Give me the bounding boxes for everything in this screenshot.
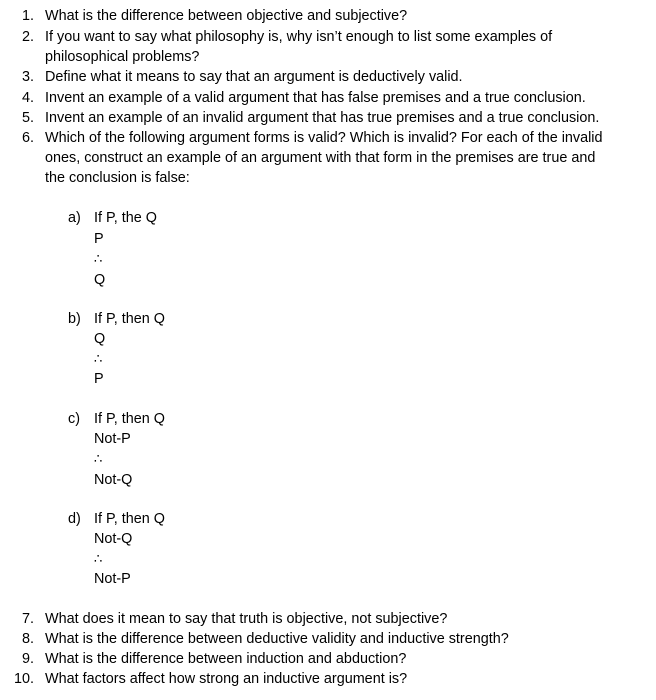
- question-text: If you want to say what philosophy is, why isn’t enough to list some examples of: [45, 29, 553, 45]
- premise-text: If P, then Q: [94, 311, 165, 327]
- therefore-icon: ∴: [94, 351, 103, 366]
- question-number: 3.: [22, 69, 35, 85]
- conclusion-text: P: [94, 371, 104, 387]
- therefore-icon: ∴: [94, 551, 103, 566]
- question-text: What does it mean to say that truth is objective, not subjective?: [45, 611, 448, 627]
- premise-text: Q: [94, 331, 106, 347]
- question-number: 9.: [22, 651, 35, 667]
- premise-text: If P, then Q: [94, 411, 165, 427]
- conclusion-text: Not-P: [94, 571, 131, 587]
- form-label: c): [68, 411, 80, 427]
- question-number: 8.: [22, 631, 35, 647]
- question-text: What is the difference between induction and abduction?: [45, 651, 407, 667]
- question-number: 7.: [22, 611, 35, 627]
- question-text: Define what it means to say that an argument is deductively valid.: [45, 69, 463, 85]
- question-text: What is the difference between objective and subjective?: [45, 8, 408, 24]
- question-number: 5.: [22, 110, 35, 126]
- question-text: Invent an example of a valid argument that has false premises and a true conclusion.: [45, 90, 586, 106]
- question-text: philosophical problems?: [45, 49, 200, 65]
- question-number: 1.: [22, 8, 35, 24]
- therefore-icon: ∴: [94, 251, 103, 266]
- therefore-icon: ∴: [94, 451, 103, 466]
- form-label: a): [68, 210, 81, 226]
- question-text: What is the difference between deductive validity and inductive strength?: [45, 631, 509, 647]
- premise-text: Not-P: [94, 431, 131, 447]
- premise-text: Not-Q: [94, 531, 133, 547]
- question-text: the conclusion is false:: [45, 170, 190, 186]
- question-text: What factors affect how strong an inductive argument is?: [45, 671, 408, 687]
- form-label: d): [68, 511, 81, 527]
- question-number: 10.: [14, 671, 35, 687]
- form-label: b): [68, 311, 81, 327]
- conclusion-text: Q: [94, 272, 106, 288]
- premise-text: P: [94, 231, 104, 247]
- question-number: 4.: [22, 90, 35, 106]
- question-number: 6.: [22, 130, 35, 146]
- question-text: Invent an example of an invalid argument that has true premises and a true conclusion.: [45, 110, 600, 126]
- question-text: ones, construct an example of an argument with that form in the premises are true and: [45, 150, 596, 166]
- question-text: Which of the following argument forms is valid? Which is invalid? For each of the invalid: [45, 130, 603, 146]
- premise-text: If P, the Q: [94, 210, 157, 226]
- question-number: 2.: [22, 29, 35, 45]
- premise-text: If P, then Q: [94, 511, 165, 527]
- conclusion-text: Not-Q: [94, 472, 133, 488]
